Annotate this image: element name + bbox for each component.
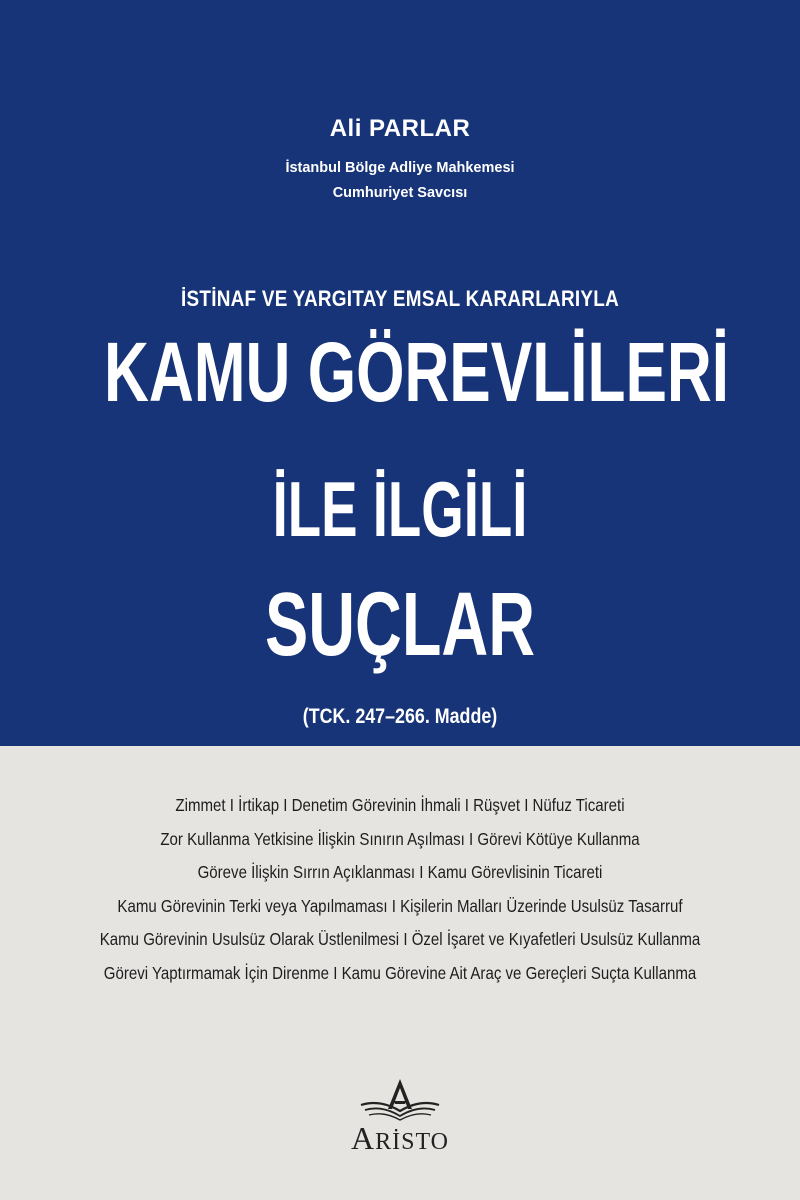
author-affiliation-role: Cumhuriyet Savcısı bbox=[332, 185, 468, 201]
topic-line: Zimmet I İrtikap I Denetim Görevinin İhmali I Rüşvet I Nüfuz Ticareti bbox=[175, 795, 625, 815]
topic-line: Kamu Görevinin Terki veya Yapılmaması I Kişilerin Malları Üzerinde Usulsüz Tasarruf bbox=[117, 895, 683, 916]
topics-list bbox=[0, 794, 800, 995]
topic-line: Göreve İlişkin Sırrın Açıklanması I Kamu Görevlisinin Ticareti bbox=[197, 862, 603, 882]
topic-line: Zor Kullanma Yetkisine İlişkin Sınırın Aşılması I Görevi Kötüye Kullanma bbox=[160, 828, 640, 849]
title-line-1: KAMU GÖREVLİLERİ bbox=[104, 325, 730, 419]
author-affiliation-court: İstanbul Bölge Adliye Mahkemesi bbox=[285, 160, 515, 176]
open-book-logo-icon bbox=[355, 1075, 445, 1123]
publisher-logo bbox=[0, 1075, 800, 1123]
title-line-3: SUÇLAR bbox=[265, 575, 535, 675]
title-line-2: İLE İLGİLİ bbox=[272, 465, 528, 553]
cover-subtitle: İSTİNAF VE YARGITAY EMSAL KARARLARIYLA bbox=[180, 286, 620, 311]
topic-line: Görevi Yaptırmamak İçin Direnme I Kamu Görevine Ait Araç ve Gereçleri Suçta Kullanma bbox=[103, 962, 697, 983]
law-articles: (TCK. 247–266. Madde) bbox=[302, 705, 498, 728]
publisher-name-rest: RİSTO bbox=[375, 1129, 449, 1155]
publisher-name-initial: A bbox=[350, 1120, 376, 1156]
publisher-name bbox=[0, 1120, 800, 1157]
author-name: Ali PARLAR bbox=[329, 115, 471, 142]
topic-line: Kamu Görevinin Usulsüz Olarak Üstlenilmesi I Özel İşaret ve Kıyafetleri Usulsüz Kullanma bbox=[99, 929, 701, 949]
